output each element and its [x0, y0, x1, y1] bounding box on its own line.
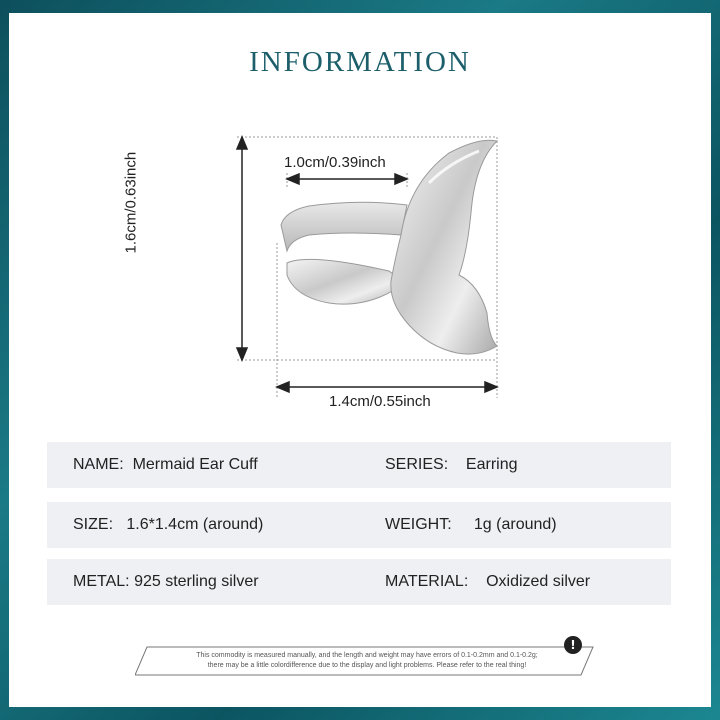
spec-label-value: WEIGHT: 1g (around): [385, 516, 557, 533]
spec-label-value: SIZE: 1.6*1.4cm (around): [73, 516, 264, 533]
page-title: INFORMATION: [249, 46, 471, 78]
spec-row-size: [47, 502, 671, 548]
width-top-label: 1.0cm/0.39inch: [284, 154, 386, 171]
exclamation-icon: !: [564, 636, 582, 654]
spec-label-value: METAL: 925 sterling silver: [73, 573, 259, 590]
spec-row-metal: [47, 559, 671, 605]
product-figure: 1.0cm/0.39inch 1.6cm/0.63inch 1.4cm/0.55inch: [9, 13, 711, 433]
width-bottom-label: 1.4cm/0.55inch: [329, 393, 431, 410]
spec-label-value: NAME: Mermaid Ear Cuff: [73, 456, 258, 473]
spec-label-value: SERIES: Earring: [385, 456, 518, 473]
info-card: [9, 13, 711, 707]
spec-row-name: [47, 442, 671, 488]
measurement-notice: [135, 638, 595, 676]
spec-label-value: MATERIAL: Oxidized silver: [385, 573, 591, 590]
ear-cuff-illustration: [9, 13, 711, 433]
notice-text: This commodity is measured manually, and the length and weight may have errors of 0.1-0.2mm and 0.1-0.2g; there may be a little colordifference due to the display and light problems. Please refer to the real thing!: [196, 652, 538, 669]
